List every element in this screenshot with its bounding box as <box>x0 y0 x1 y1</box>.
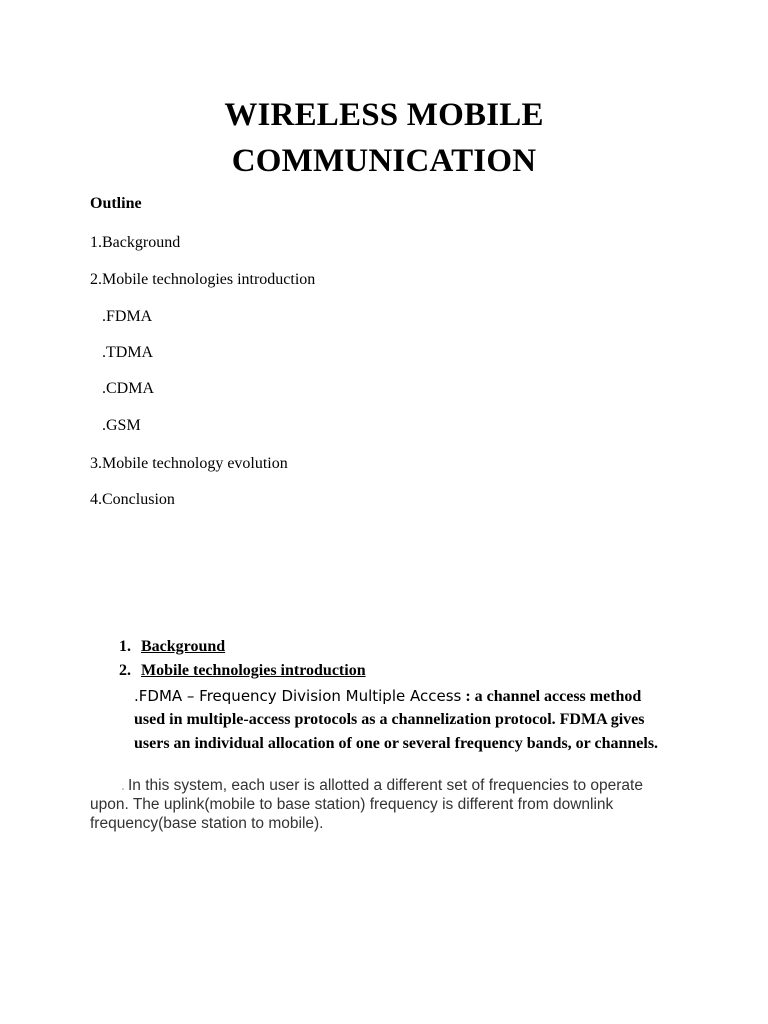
title-line-2: COMMUNICATION <box>231 143 537 179</box>
outline-subitem-gsm: .GSM <box>102 417 141 434</box>
fdma-definition-line-2: used in multiple-access protocols as a channelization protocol. FDMA gives <box>134 711 645 728</box>
fdma-definition-start: : a channel access method <box>461 688 642 705</box>
fdma-definition-line-3: users an individual allocation of one or several frequency bands, or channels. <box>134 735 659 752</box>
section-label: Background <box>141 638 226 655</box>
section-heading-mobile-technologies <box>119 661 366 681</box>
title-line-1: WIRELESS MOBILE <box>224 97 544 133</box>
document-title <box>0 92 768 184</box>
section-number: 2. <box>119 662 131 679</box>
fdma-term: .FDMA – Frequency Division Multiple Access <box>134 687 462 705</box>
section-label: Mobile technologies introduction <box>141 662 366 679</box>
section-number: 1. <box>119 638 131 655</box>
paragraph-lead-mark: . <box>120 777 125 794</box>
outline-subitem-tdma: .TDMA <box>102 344 154 361</box>
outline-item-evolution: 3.Mobile technology evolution <box>90 455 288 472</box>
outline-subitem-fdma: .FDMA <box>102 308 153 325</box>
outline-subitem-cdma: .CDMA <box>102 380 155 397</box>
fdma-explanation-paragraph <box>90 776 650 833</box>
outline-item-mobile-technologies: 2.Mobile technologies introduction <box>90 271 316 288</box>
fdma-definition-line-1 <box>134 684 641 709</box>
outline-item-conclusion: 4.Conclusion <box>90 491 175 508</box>
outline-item-background: 1.Background <box>90 234 181 251</box>
section-heading-background <box>119 637 225 657</box>
outline-heading: Outline <box>90 195 142 212</box>
paragraph-text: In this system, each user is allotted a different set of frequencies to operate upon. The uplink(mobile to base station) frequency is different from downlink frequency(base station to mobile). <box>90 777 643 832</box>
